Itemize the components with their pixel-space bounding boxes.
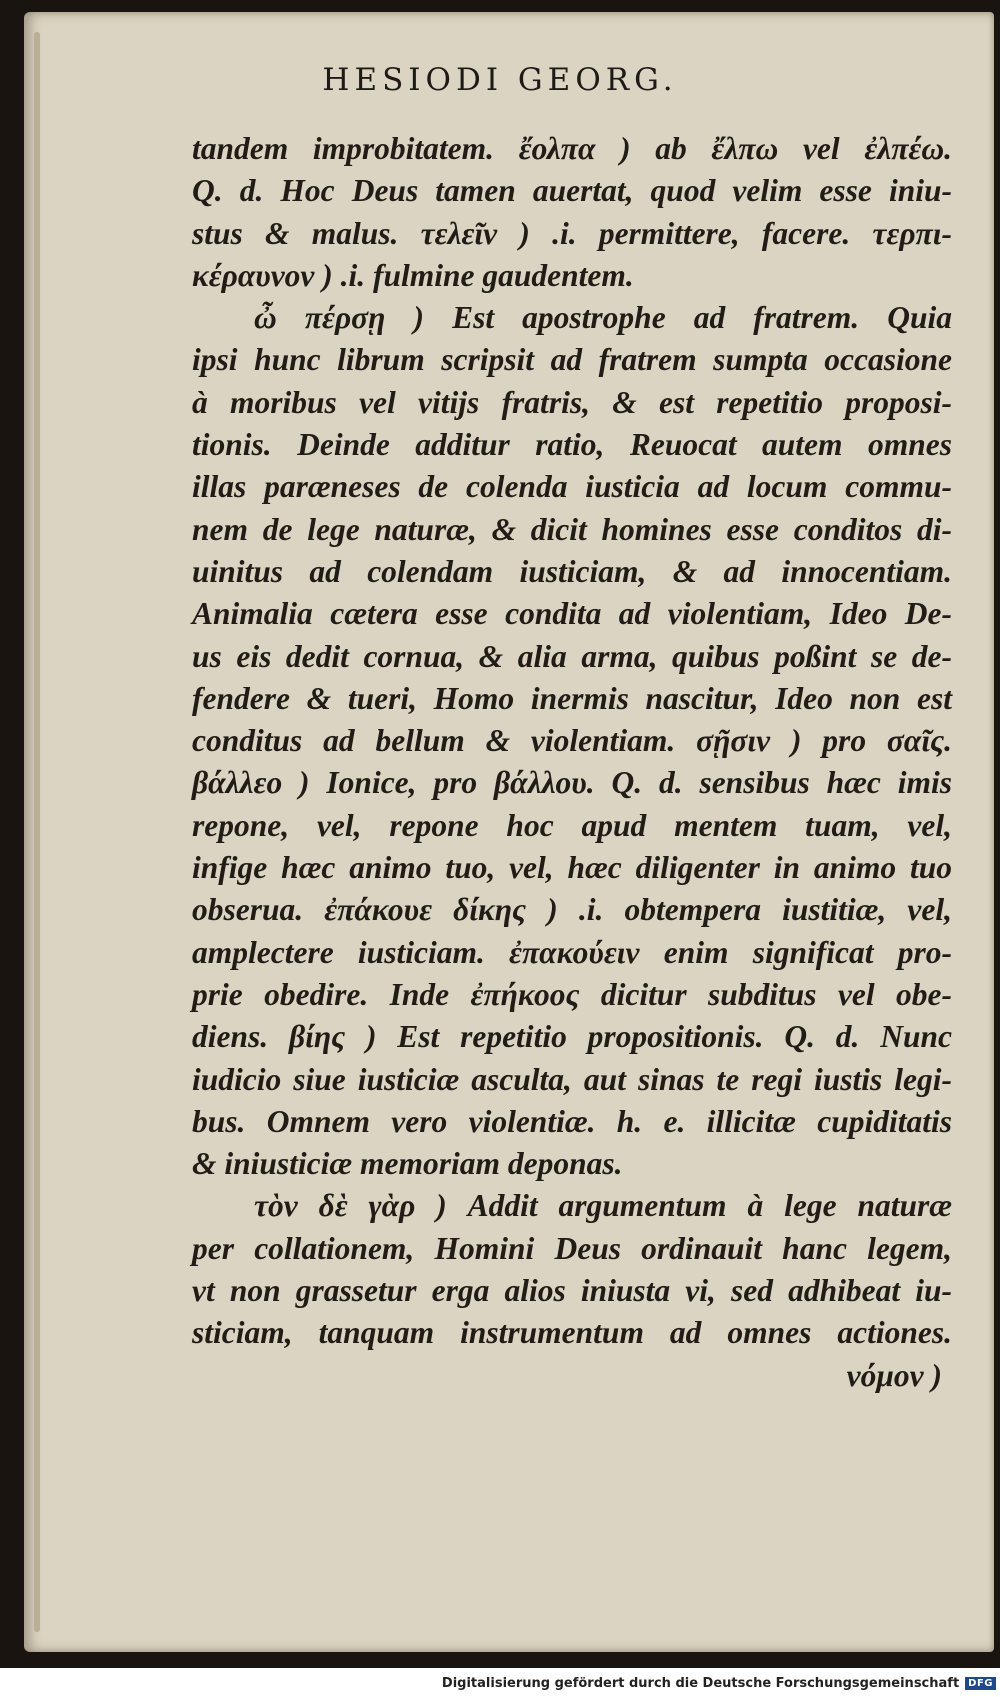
text-line: vt non grassetur erga alios iniusta vi, sed adhibeat iu- <box>192 1273 952 1309</box>
text-line: iudicio siue iusticiæ asculta, aut sinas te regi iustis legi- <box>192 1061 952 1097</box>
catchword: νόμον ) <box>846 1357 942 1393</box>
text-line: amplectere iusticiam. ἐπακούειν enim significat pro- <box>192 934 952 970</box>
running-head: HESIODI GEORG. <box>322 62 678 98</box>
text-line: diens. βίης ) Est repetitio propositionis. Q. d. Nunc <box>192 1019 952 1055</box>
text-line: infige hæc animo tuo, vel, hæc diligenter in animo tuo <box>192 850 952 886</box>
text-line: stus & malus. τελεῖν ) .i. permittere, facere. τερπι- <box>192 215 952 251</box>
text-line: κέραυνον ) .i. fulmine gaudentem. <box>192 257 634 293</box>
text-line: prie obedire. Inde ἐπήκοος dicitur subditus vel obe- <box>192 976 952 1012</box>
text-line: bus. Omnem vero violentiæ. h. e. illicitæ cupiditatis <box>192 1103 952 1139</box>
credit-text: Digitalisierung gefördert durch die Deutsche Forschungsgemeinschaft <box>441 1675 960 1691</box>
text-line: fendere & tueri, Homo inermis nascitur, Ideo non est <box>192 680 952 716</box>
text-line: ὦ πέρσῃ ) Est apostrophe ad fratrem. Quia <box>254 300 952 336</box>
text-line: us eis dedit cornua, & alia arma, quibus poßint se de- <box>192 638 952 674</box>
text-line: uinitus ad colendam iusticiam, & ad innocentiam. <box>192 553 952 589</box>
text-line: tandem improbitatem. ἔολπα ) ab ἔλπω vel ἐλπέω. <box>192 131 952 166</box>
text-line: tionis. Deinde additur ratio, Reuocat autem omnes <box>192 427 952 463</box>
body-text <box>192 128 952 1397</box>
page-gutter-edge <box>34 32 40 1632</box>
text-line: obserua. ἐπάκουε δίκης ) .i. obtempera iustitiæ, vel, <box>192 892 952 928</box>
text-line: per collationem, Homini Deus ordinauit hanc legem, <box>192 1230 952 1266</box>
text-line: & iniusticiæ memoriam deponas. <box>192 1146 623 1182</box>
text-line: sticiam, tanquam instrumentum ad omnes actiones. <box>192 1315 952 1351</box>
text-line: Animalia cætera esse condita ad violentiam, Ideo De- <box>192 596 952 632</box>
text-line: conditus ad bellum & violentiam. σῇσιν ) pro σαῖς. <box>192 723 952 759</box>
text-line: τὸν δὲ γὰρ ) Addit argumentum à lege naturæ <box>254 1188 952 1224</box>
text-line: nem de lege naturæ, & dicit homines esse conditos di- <box>192 511 952 547</box>
text-line: illas paræneses de colenda iusticia ad locum commu- <box>192 469 952 505</box>
text-line: à moribus vel vitijs fratris, & est repetitio proposi- <box>192 384 952 420</box>
dfg-logo: DFG <box>965 1677 996 1690</box>
text-line: βάλλεο ) Ionice, pro βάλλου. Q. d. sensibus hæc imis <box>192 765 952 801</box>
text-line: Q. d. Hoc Deus tamen auertat, quod velim esse iniu- <box>192 173 952 209</box>
digitization-credit <box>442 1673 996 1693</box>
text-line: ipsi hunc librum scripsit ad fratrem sumpta occasione <box>192 342 952 378</box>
text-line: repone, vel, repone hoc apud mentem tuam, vel, <box>192 807 952 843</box>
